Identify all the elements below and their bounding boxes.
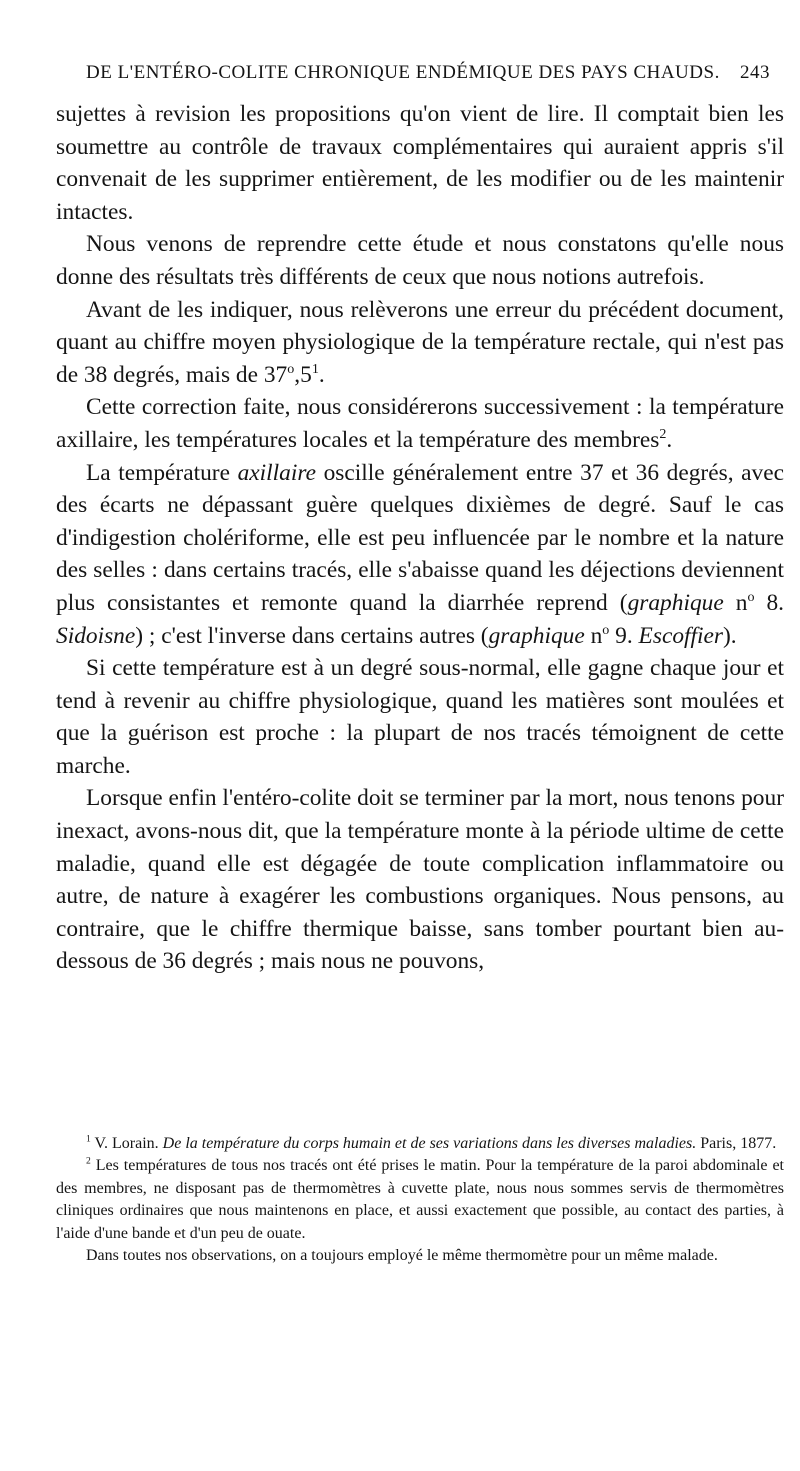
superscript: 2 xyxy=(659,426,667,443)
text-run: Cette correction faite, nous considérerons successivement : la température axillaire, les températures locales et la température des membres xyxy=(56,394,784,453)
text-run: . xyxy=(666,426,673,453)
text-run: 8. xyxy=(754,589,785,616)
text-run: Lorsque enfin l'entéro-colite doit se terminer par la mort, nous tenons pour inexact, avons-nous dit, que la température monte à la période ultime de cette maladie, quand elle est dégagée de toute complication inflammatoire ou autre, de nature à exagérer les combustions organiques. Nous pensons, au contraire, que le chiffre thermique baisse, sans tomber pourtant bien au-dessous de 36 degrés ; mais nous ne pouvons, xyxy=(56,785,784,975)
text-run: n xyxy=(723,589,748,616)
superscript: 2 xyxy=(86,1156,91,1168)
text-run: 9. xyxy=(609,622,639,649)
text-run: Dans toutes nos observations, on a toujours employé le même thermomètre pour un même malade. xyxy=(86,1247,718,1265)
italic-text: graphique xyxy=(627,589,724,616)
paragraph xyxy=(56,228,784,293)
text-run: V. Lorain. xyxy=(90,1135,163,1152)
paragraph xyxy=(56,652,784,782)
paragraph xyxy=(56,98,784,228)
text-run: Les températures de tous nos tracés ont été prises le matin. Pour la température de la paroi abdominale et des membres, ne disposant pas de thermomètres à cuvette plate, nous nous sommes servis de thermomètres cliniques ordinaires que nous maintenons en place, et aussi exactement que possible, au contact des parties, à l'aide d'une bande et d'un peu de ouate. xyxy=(56,1157,784,1242)
superscript: o xyxy=(602,621,610,638)
text-run: Paris, 1877. xyxy=(696,1135,777,1152)
main-text xyxy=(56,98,784,978)
italic-text: Escoffier xyxy=(638,622,723,649)
text-run: Avant de les indiquer, nous relèverons une erreur du précédent document, quant au chiffre moyen physiologique de la température rectale, qui n'est pas de 38 degrés, mais de 37 xyxy=(56,296,784,388)
footnote xyxy=(56,1155,784,1245)
footnotes xyxy=(56,1133,784,1267)
text-run: oscille généralement entre 37 et 36 degrés, avec des écarts ne dépassant guère quelques dixièmes de degré. Sauf le cas d'indigestion cholériforme, elle est peu influencée par le nombre et la nature des selles : dans certains tracés, elle s'abaisse quand les déjections deviennent plus consistantes et remonte quand la diarrhée reprend ( xyxy=(56,459,784,616)
text-run: Nous venons de reprendre cette étude et nous constatons qu'elle nous donne des résultats très différents de ceux que nous notions autrefois. xyxy=(56,231,784,290)
superscript: o xyxy=(287,360,295,377)
text-run: ). xyxy=(723,622,737,649)
page-number: 243 xyxy=(740,62,770,83)
paragraph xyxy=(56,294,784,392)
paragraph xyxy=(56,457,784,653)
text-run: sujettes à revision les propositions qu'on vient de lire. Il comptait bien les soumettre au contrôle de travaux complémentaires qui auraient appris s'il convenait de les supprimer entièrement, de les modifier ou de les maintenir intactes. xyxy=(56,101,784,225)
footnote xyxy=(56,1245,784,1267)
superscript: 1 xyxy=(311,360,319,377)
italic-text: Sidoisne xyxy=(56,622,136,649)
text-run: Si cette température est à un degré sous-normal, elle gagne chaque jour et tend à revenir au chiffre physiologique, quand les matières sont moulées et que la guérison est proche : la plupart de nos tracés témoignent de cette marche. xyxy=(56,655,784,779)
italic-text: axillaire xyxy=(237,459,316,486)
text-run: ) ; c'est l'inverse dans certains autres ( xyxy=(135,622,489,649)
paragraph xyxy=(56,391,784,456)
text-run: . xyxy=(318,361,325,388)
text-run: ,5 xyxy=(294,361,312,388)
paragraph xyxy=(56,782,784,978)
running-title: DE L'ENTÉRO-COLITE CHRONIQUE ENDÉMIQUE DES PAYS CHAUDS. xyxy=(86,62,720,83)
footnote xyxy=(56,1133,784,1155)
text-run: n xyxy=(584,622,603,649)
italic-text: graphique xyxy=(488,622,585,649)
text-run: La température xyxy=(86,459,238,486)
superscript: o xyxy=(747,589,755,606)
superscript: 1 xyxy=(86,1133,91,1145)
italic-text: De la température du corps humain et de ses variations dans les diverses maladies. xyxy=(162,1135,697,1152)
